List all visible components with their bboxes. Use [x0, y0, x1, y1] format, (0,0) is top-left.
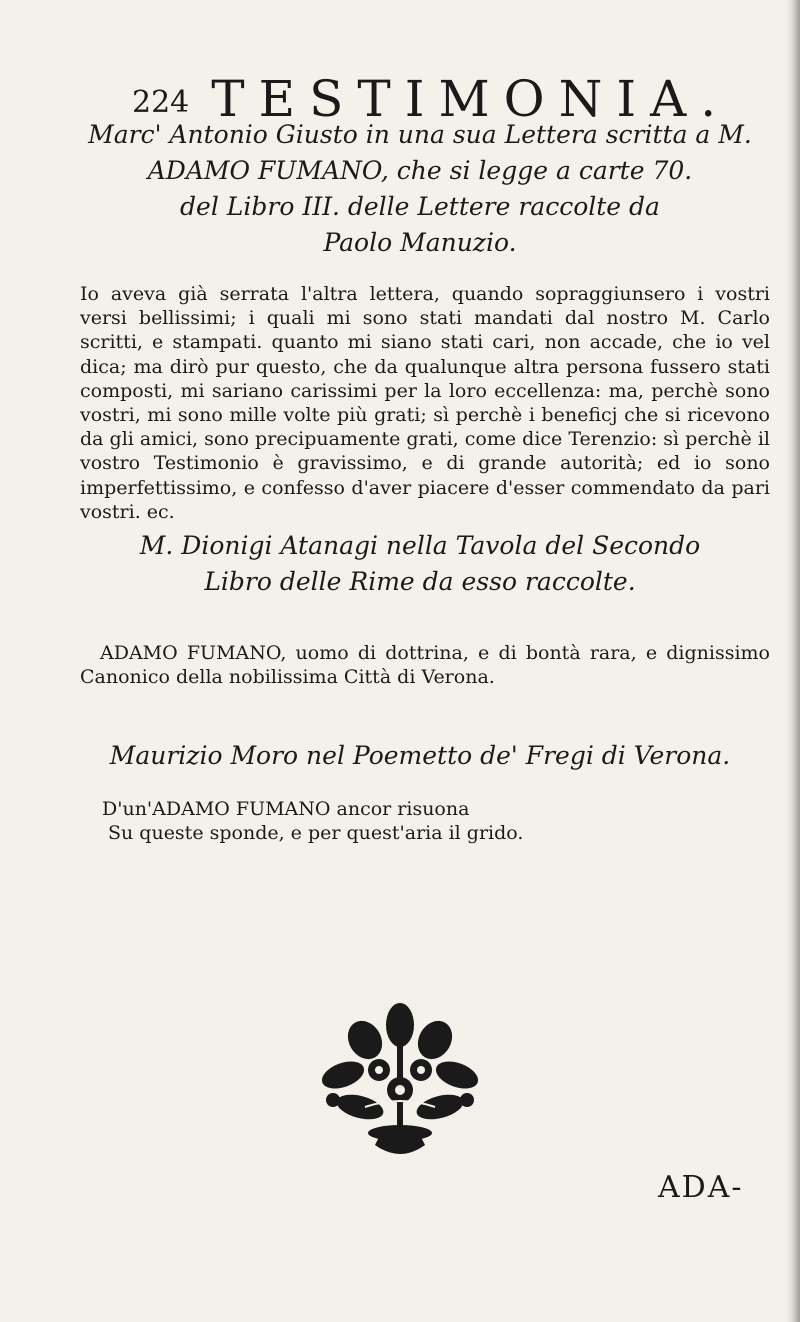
paragraph-text: ADAMO FUMANO, uomo di dottrina, e di bontà rara, e dignissimo Canonico della nobilissima Città di Verona.: [80, 642, 770, 689]
heading-line: Libro delle Rime da esso raccolte.: [204, 567, 636, 596]
heading-line: Marc' Antonio Giusto in una sua Lettera scritta a M.: [88, 120, 752, 149]
verse-line: D'un'ADAMO FUMANO ancor risuona: [102, 798, 470, 820]
verse-quote: [102, 797, 742, 845]
floral-ornament-icon: [305, 995, 495, 1169]
atanagi-paragraph: [80, 641, 770, 689]
section-heading-atanagi: [80, 528, 760, 600]
catchword: ADA-: [658, 1170, 744, 1205]
page-number: 224: [132, 85, 190, 120]
running-title: TESTIMONIA.: [211, 70, 731, 128]
heading-line: del Libro III. delle Lettere raccolte da: [180, 192, 660, 221]
page-edge-shadow: [786, 0, 800, 1322]
paragraph-text: Io aveva già serrata l'altra lettera, quando sopraggiunsero i vostri versi bellissimi; i quali mi sono stati mandati dal nostro M. Carlo scritti, e stampati. quanto mi siano stati cari, non accade, che io vel dica; ma dirò pur questo, che da qualunque altra persona fussero stati composti, mi sariano carissimi per la loro eccellenza: ma, perchè sono vostri, mi sono mille volte più grati; sì perchè i beneficj che si ricevono da gli amici, sono precipuamente grati, come dice Terenzio: sì perchè il vostro Testimonio è gravissimo, e di grande autorità; ed io sono imperfettissimo, e confesso d'aver piacere d'esser commendato da pari vostri. ec.: [80, 283, 770, 523]
heading-line: M. Dionigi Atanagi nella Tavola del Secondo: [139, 531, 701, 560]
section-heading-giusto: [80, 117, 760, 261]
section-heading-moro: [80, 738, 760, 774]
heading-line: Paolo Manuzio.: [323, 228, 517, 257]
verse-line: Su queste sponde, e per quest'aria il grido.: [108, 822, 524, 844]
letter-paragraph: [80, 282, 770, 524]
heading-line: ADAMO FUMANO, che si legge a carte 70.: [147, 156, 693, 185]
heading-line: Maurizio Moro nel Poemetto de' Fregi di Verona.: [109, 741, 731, 770]
